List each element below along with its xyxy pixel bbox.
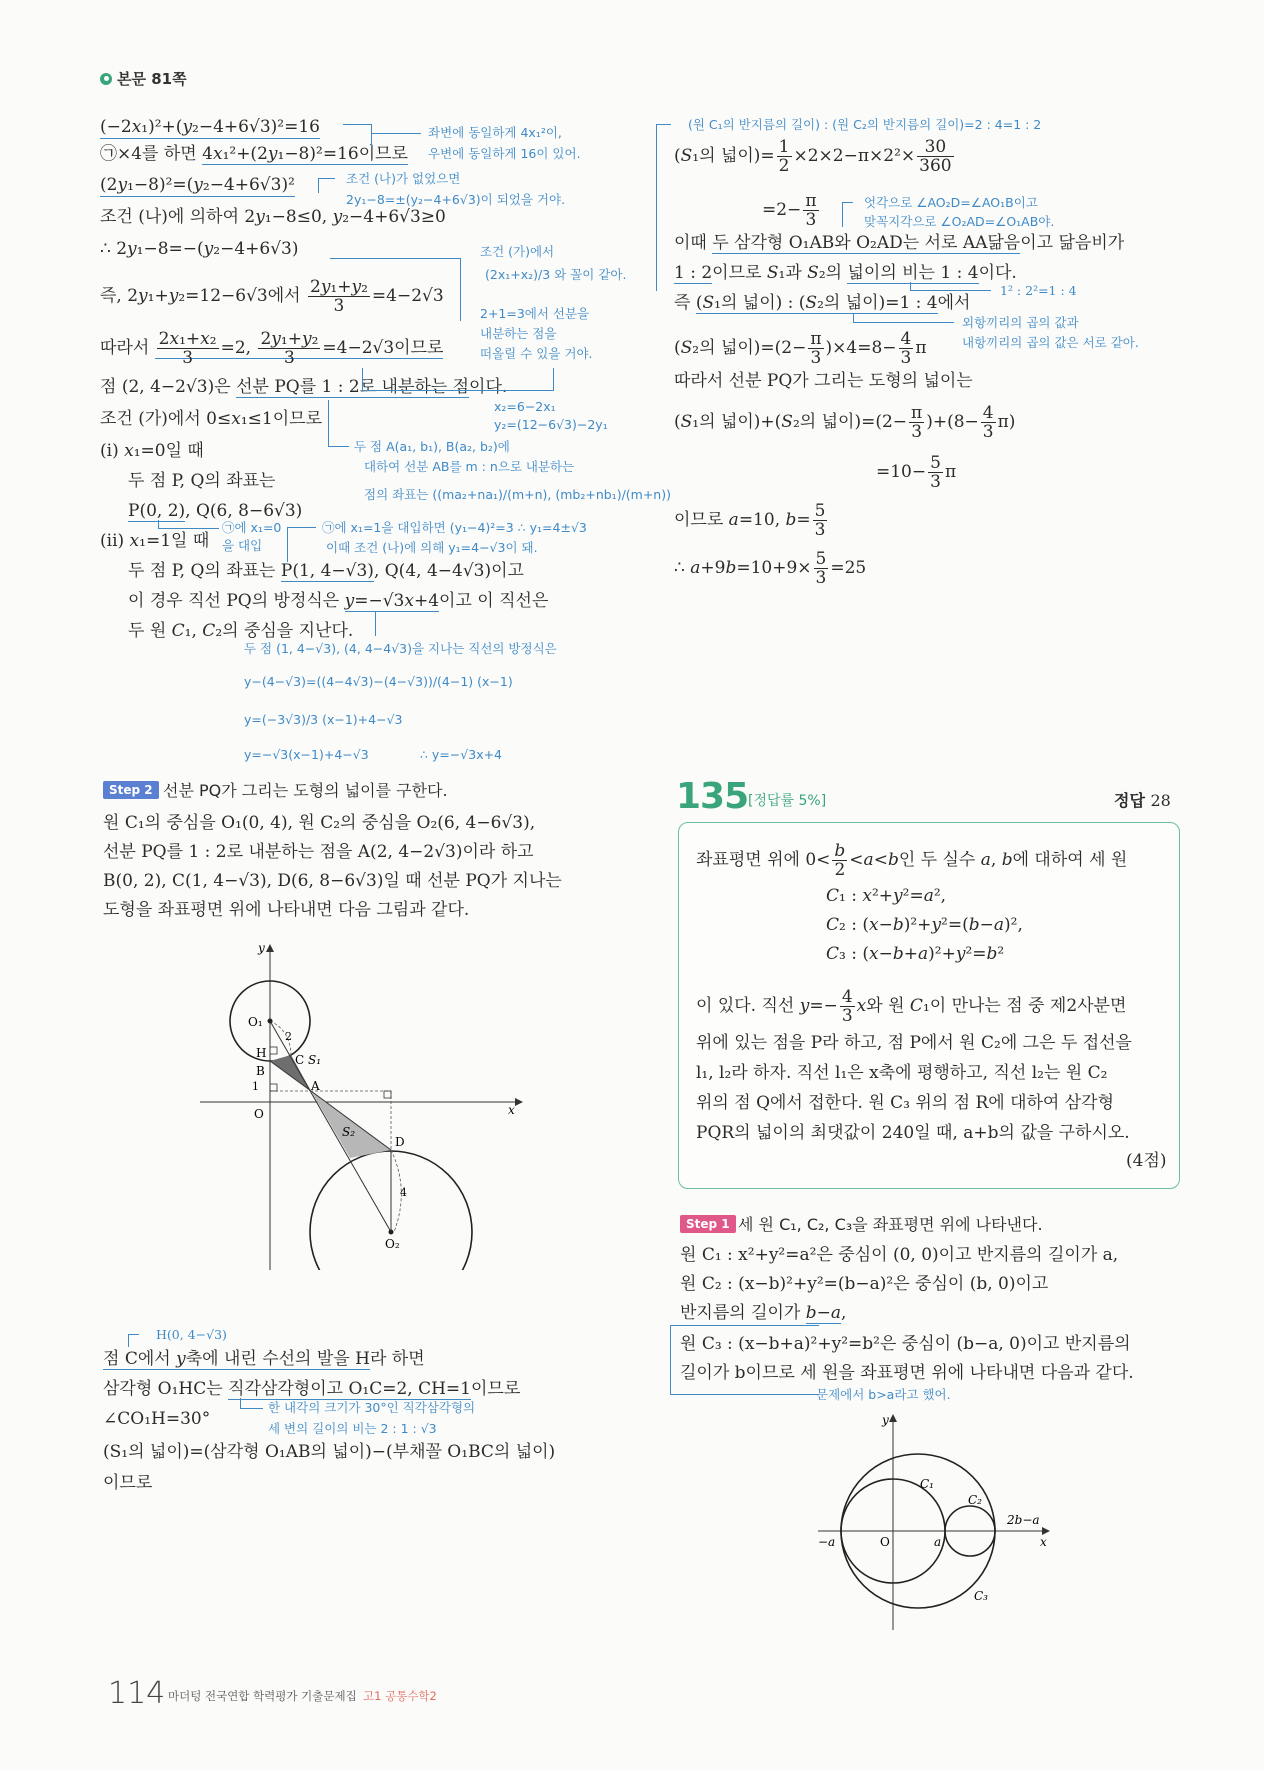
svg-text:y: y	[258, 941, 265, 955]
paragraph-line: 원 C₁의 중심을 O₁(0, 4), 원 C₂의 중심을 O₂(6, 4−6√3),	[103, 813, 536, 833]
svg-text:2b−a: 2b−a	[1007, 1513, 1040, 1527]
side-note: (2x₁+x₂)/3 와 꼴이 같아.	[485, 267, 627, 282]
side-note: H(0, 4−√3)	[156, 1327, 227, 1342]
side-note: 대하여 선분 AB를 m : n으로 내분하는	[364, 459, 575, 474]
step-badge: Step 2	[103, 781, 159, 799]
book-subtitle: 고1 공통수학2	[363, 1689, 437, 1703]
side-note: 좌변에 동일하게 4x₁²이,	[428, 125, 562, 140]
step-title: 세 원 C₁, C₂, C₃을 좌표평면 위에 나타낸다.	[738, 1215, 1043, 1234]
side-note: 두 점 (1, 4−√3), (4, 4−4√3)을 지나는 직선의 방정식은	[244, 641, 557, 656]
svg-text:O: O	[880, 1535, 890, 1549]
paragraph-line: 이므로	[103, 1473, 153, 1493]
equation-line: =2− $\frac{\pi}{3}$	[762, 191, 817, 230]
paragraph-line: 즉 (S₁의 넓이) : (S₂의 넓이)=1 : 4에서	[674, 293, 971, 313]
side-note: 2y₁−8=±(y₂−4+6√3)이 되었을 거야.	[346, 192, 566, 207]
svg-text:O₂: O₂	[385, 1237, 400, 1251]
equation-line: 이므로 a=10, b= $\frac{5}{3}$	[674, 501, 826, 540]
svg-text:y: y	[882, 1413, 889, 1427]
side-note: 외항끼리의 곱의 값과	[962, 315, 1079, 330]
paragraph-line: 원 C₂ : (x−b)²+y²=(b−a)²은 중심이 (b, 0)이고	[680, 1274, 1049, 1294]
side-note: 맞꼭지각으로 ∠O₂AD=∠O₁AB야.	[864, 214, 1055, 229]
side-note: x₂=6−2x₁	[494, 399, 556, 414]
problem-line: 위의 점 Q에서 접한다. 원 C₃ 위의 점 R에 대하여 삼각형	[696, 1093, 1115, 1113]
side-note: 두 점 A(a₁, b₁), B(a₂, b₂)에	[354, 439, 510, 454]
svg-text:x: x	[1040, 1535, 1047, 1549]
step-badge: Step 1	[680, 1215, 736, 1233]
side-note: y₂=(12−6√3)−2y₁	[494, 417, 608, 432]
problem-points: (4점)	[1126, 1151, 1167, 1171]
svg-text:D: D	[395, 1135, 405, 1149]
side-note: ∴ y=−√3x+4	[420, 747, 503, 762]
paragraph-line: B(0, 2), C(1, 4−√3), D(6, 8−6√3)일 때 선분 PQ가 지나는	[103, 871, 562, 891]
equation-line: (S₁의 넓이)= $\frac{1}{2}$ ×2×2−π×2²× $\frac{30}{360}$	[674, 137, 952, 176]
problem-line: 위에 있는 점을 P라 하고, 점 P에서 원 C₂에 그은 두 접선을	[696, 1033, 1132, 1053]
circle-arrow-icon	[100, 73, 112, 85]
case-heading: (ii) x₁=1일 때	[100, 531, 210, 551]
side-note: y=−√3(x−1)+4−√3	[244, 747, 369, 762]
problem-equation: C₃ : (x−b+a)²+y²=b²	[826, 944, 1005, 964]
step-title: 선분 PQ가 그리는 도형의 넓이를 구한다.	[163, 781, 448, 800]
side-note: 을 대입	[222, 538, 263, 553]
svg-text:1: 1	[252, 1080, 259, 1093]
paragraph-line: (S₁의 넓이)=(삼각형 O₁AB의 넓이)−(부채꼴 O₁BC의 넓이)	[103, 1442, 556, 1462]
svg-text:C₃: C₃	[974, 1589, 988, 1603]
paragraph-line: 원 C₃ : (x−b+a)²+y²=b²은 중심이 (b−a, 0)이고 반지름의	[680, 1334, 1131, 1354]
problem-equation: C₁ : x²+y²=a²,	[826, 886, 947, 906]
figure-three-circles	[790, 1400, 1090, 1630]
svg-text:O: O	[254, 1107, 264, 1121]
problem-line: 좌표평면 위에 0< $\frac{b}{2}$ <a<b인 두 실수 a, b에 대하여 세 원	[696, 841, 1128, 880]
equation-line: ∴ a+9b=10+9× $\frac{5}{3}$ =25	[674, 549, 867, 588]
svg-text:O₁: O₁	[248, 1015, 263, 1029]
svg-text:S₁: S₁	[308, 1053, 322, 1067]
side-note: 내분하는 점을	[480, 326, 557, 341]
side-note: 엇각으로 ∠AO₂D=∠AO₁B이고	[864, 195, 1038, 210]
side-note: ㉠에 x₁=1을 대입하면 (y₁−4)²=3 ∴ y₁=4±√3	[322, 520, 587, 535]
book-title: 마더텅 전국연합 학력평가 기출문제집	[168, 1689, 357, 1703]
side-note: 한 내각의 크기가 30°인 직각삼각형의	[268, 1400, 476, 1415]
svg-text:2: 2	[285, 1030, 292, 1043]
page-number: 114	[108, 1676, 166, 1711]
equation-line: 따라서 $\frac{\text{2x₁+x₂}}{3}$ =2, $\frac{\text{2y₁+y₂}}{3}$ =4−2√3이므로	[100, 329, 444, 368]
paragraph-line: 점 C에서 y축에 내린 수선의 발을 H라 하면	[103, 1349, 425, 1369]
equation-line: 조건 (가)에서 0≤x₁≤1이므로	[100, 409, 322, 429]
side-note: 떠올릴 수 있을 거야.	[480, 346, 593, 361]
side-note: 우변에 동일하게 16이 있어.	[428, 146, 581, 161]
side-note: 2+1=3에서 선분을	[480, 306, 590, 321]
side-note: 조건 (나)가 없었으면	[346, 171, 461, 186]
svg-text:−a: −a	[818, 1535, 836, 1549]
equation-line: 두 점 P, Q의 좌표는	[128, 471, 276, 491]
equation-line: (−2x₁)²+(y₂−4+6√3)²=16	[100, 117, 320, 137]
paragraph-line: 원 C₁ : x²+y²=a²은 중심이 (0, 0)이고 반지름의 길이가 a,	[680, 1245, 1119, 1265]
paragraph-line: 따라서 선분 PQ가 그리는 도형의 넓이는	[674, 371, 973, 391]
svg-text:a: a	[934, 1535, 942, 1549]
equation-line: 이 경우 직선 PQ의 방정식은 y=−√3x+4이고 이 직선은	[128, 591, 549, 611]
equation-line: =10− $\frac{5}{3}$ π	[876, 453, 957, 492]
equation-line: 조건 (나)에 의하여 2y₁−8≤0, y₂−4+6√3≥0	[100, 207, 446, 227]
equation-line: ㉠×4를 하면 4x₁²+(2y₁−8)²=16이므로	[100, 144, 408, 164]
equation-line: 두 점 P, Q의 좌표는 P(1, 4−√3), Q(4, 4−4√3)이고	[128, 561, 524, 581]
paragraph-line: 삼각형 O₁HC는 직각삼각형이고 O₁C=2, CH=1이므로	[103, 1379, 521, 1399]
correct-rate: [정답률 5%]	[748, 793, 827, 809]
paragraph-line: ∠CO₁H=30°	[103, 1409, 211, 1429]
side-note: 조건 (가)에서	[480, 244, 555, 259]
equation-line: P(0, 2), Q(6, 8−6√3)	[128, 501, 303, 521]
equation-line: (2y₁−8)²=(y₂−4+6√3)²	[100, 175, 295, 195]
equation-line: (S₁의 넓이)+(S₂의 넓이)=(2− $\frac{\pi}{3}$ )+(8− $\frac{4}{3}$ π)	[674, 403, 1016, 442]
side-note: y=(−3√3)/3 (x−1)+4−√3	[244, 712, 403, 727]
svg-text:C: C	[295, 1053, 305, 1067]
side-note: 문제에서 b>a라고 했어.	[816, 1387, 951, 1402]
svg-text:C₁: C₁	[920, 1477, 934, 1491]
problem-line: PQR의 넓이의 최댓값이 240일 때, a+b의 값을 구하시오.	[696, 1123, 1130, 1143]
svg-text:A: A	[311, 1079, 320, 1093]
problem-line: 이 있다. 직선 y=− $\frac{4}{3}$ x와 원 C₁이 만나는 점 중 제2사분면	[696, 987, 1127, 1026]
svg-text:S₂: S₂	[342, 1125, 356, 1139]
svg-text:C₂: C₂	[968, 1493, 982, 1507]
svg-text:x: x	[508, 1103, 515, 1117]
paragraph-line: 1 : 2이므로 S₁과 S₂의 넓이의 비는 1 : 4이다.	[674, 263, 1017, 283]
equation-line: 점 (2, 4−2√3)은 선분 PQ를 1 : 2로 내분하는 점이다.	[100, 377, 508, 397]
paragraph-line: 선분 PQ를 1 : 2로 내분하는 점을 A(2, 4−2√3)이라 하고	[103, 842, 534, 862]
problem-equation: C₂ : (x−b)²+y²=(b−a)²,	[826, 915, 1023, 935]
answer: 정답 28	[1114, 791, 1171, 810]
svg-text:B: B	[256, 1064, 265, 1078]
side-note: ㉠에 x₁=0	[222, 520, 282, 535]
page-reference	[100, 68, 187, 89]
page-reference-label: 본문 81쪽	[117, 70, 187, 88]
side-note: (원 C₁의 반지름의 길이) : (원 C₂의 반지름의 길이)=2 : 4=1 : 2	[688, 117, 1042, 132]
side-note: 1² : 2²=1 : 4	[1000, 283, 1077, 298]
problem-line: l₁, l₂라 하자. 직선 l₁은 x축에 평행하고, 직선 l₂는 원 C₂	[696, 1063, 1108, 1083]
svg-text:4: 4	[400, 1186, 407, 1199]
equation-line: (S₂의 넓이)=(2− $\frac{\pi}{3}$ )×4=8− $\frac{4}{3}$ π	[674, 329, 927, 368]
paragraph-line: 반지름의 길이가 b−a,	[680, 1303, 847, 1323]
side-note: 세 변의 길이의 비는 2 : 1 : √3	[268, 1421, 437, 1436]
side-note: 점의 좌표는 ((ma₂+na₁)/(m+n), (mb₂+nb₁)/(m+n))	[364, 487, 671, 502]
case-heading: (i) x₁=0일 때	[100, 441, 204, 461]
paragraph-line: 이때 두 삼각형 O₁AB와 O₂AD는 서로 AA닮음이고 닮음비가	[674, 233, 1125, 253]
paragraph-line: 길이가 b이므로 세 원을 좌표평면 위에 나타내면 다음과 같다.	[680, 1363, 1134, 1383]
figure-two-circles	[170, 930, 530, 1270]
equation-line: 두 원 C₁, C₂의 중심을 지난다.	[128, 621, 354, 641]
side-note: 내항끼리의 곱의 값은 서로 같아.	[962, 335, 1139, 350]
side-note: 이때 조건 (나)에 의해 y₁=4−√3이 돼.	[326, 540, 538, 555]
problem-number: 135	[676, 776, 749, 817]
equation-line: 즉, 2y₁+y₂=12−6√3에서 $\frac{\text{2y₁+y₂}}{3}$ =4−2√3	[100, 277, 444, 316]
side-note: y−(4−√3)=((4−4√3)−(4−√3))/(4−1) (x−1)	[244, 674, 513, 689]
equation-line: ∴ 2y₁−8=−(y₂−4+6√3)	[100, 239, 299, 259]
svg-text:H: H	[256, 1046, 267, 1060]
paragraph-line: 도형을 좌표평면 위에 나타내면 다음 그림과 같다.	[103, 900, 470, 920]
